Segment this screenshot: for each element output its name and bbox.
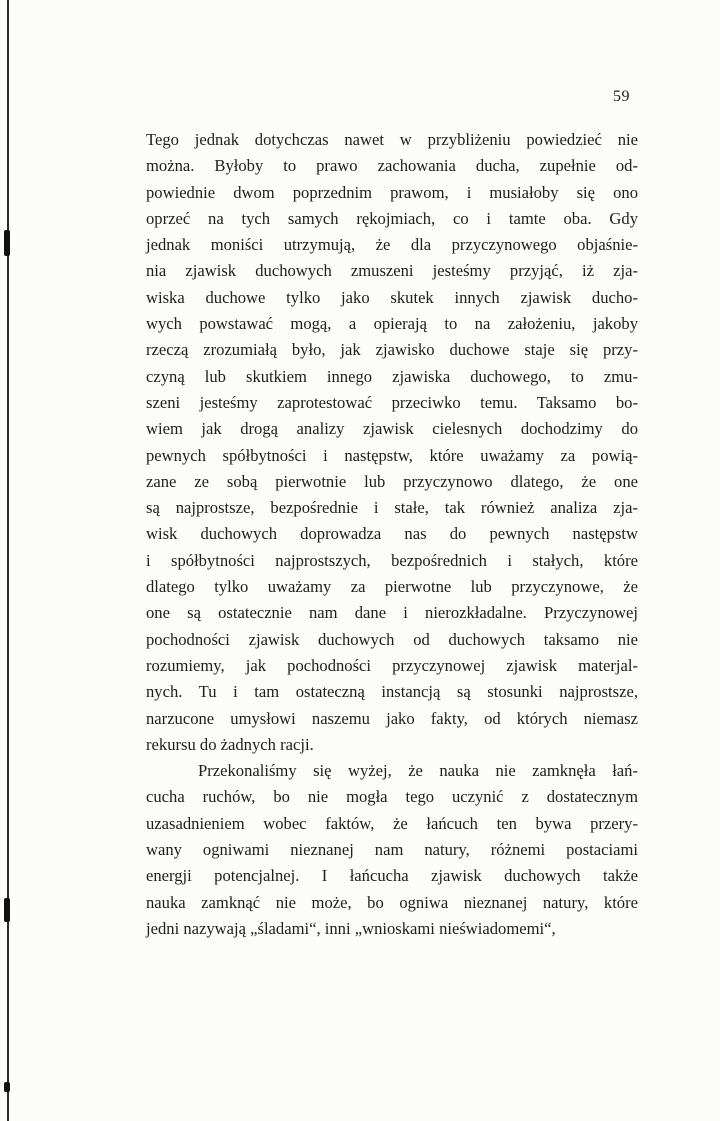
text-line: uzasadnieniem wobec faktów, że łańcuch ten bywa przery- bbox=[146, 813, 638, 833]
text-line: Przekonaliśmy się wyżej, że nauka nie zamknęła łań- bbox=[198, 761, 638, 781]
text-line: jedni nazywają „śladami“, inni „wnioskami nieświadomemi“, bbox=[146, 918, 556, 938]
binding-mark-lower bbox=[4, 898, 10, 922]
text-line: dlatego tylko uważamy za pierwotne lub przyczynowe, że bbox=[146, 577, 638, 597]
paragraph bbox=[146, 758, 638, 942]
body-text bbox=[146, 127, 638, 942]
text-line: i spółbytności najprostszych, bezpośrednich i stałych, które bbox=[146, 550, 638, 570]
text-line: pochodności zjawisk duchowych od duchowych taksamo nie bbox=[146, 629, 638, 649]
text-line: są najprostsze, bezpośrednie i stałe, tak również analiza zja- bbox=[146, 498, 638, 518]
text-line: szeni jesteśmy zaprotestować przeciwko temu. Taksamo bo- bbox=[146, 392, 638, 412]
text-line: nych. Tu i tam ostateczną instancją są stosunki najprostsze, bbox=[146, 682, 638, 702]
text-line: wych powstawać mogą, a opierają to na założeniu, jakoby bbox=[146, 314, 638, 334]
text-line: nia zjawisk duchowych zmuszeni jesteśmy przyjąć, iż zja- bbox=[146, 261, 638, 281]
text-line: rekursu do żadnych racji. bbox=[146, 734, 314, 754]
text-line: nauka zamknąć nie może, bo ogniwa nieznanej natury, które bbox=[146, 892, 638, 912]
text-line: one są ostatecznie nam dane i nierozkładalne. Przyczynowej bbox=[146, 603, 638, 623]
binding-mark-upper bbox=[4, 230, 10, 256]
text-line: zane ze sobą pierwotnie lub przyczynowo dlatego, że one bbox=[146, 471, 638, 491]
binding-mark-bottom bbox=[4, 1082, 10, 1092]
text-line: rozumiemy, jak pochodności przyczynowej zjawisk materjal- bbox=[146, 655, 638, 675]
text-line: wiem jak drogą analizy zjawisk cielesnych dochodzimy do bbox=[146, 419, 638, 439]
text-line: Tego jednak dotychczas nawet w przybliżeniu powiedzieć nie bbox=[146, 130, 638, 149]
text-line: jednak moniści utrzymują, że dla przyczynowego objaśnie- bbox=[146, 235, 638, 255]
text-line: oprzeć na tych samych rękojmiach, co i tamte oba. Gdy bbox=[146, 208, 638, 228]
text-line: cucha ruchów, bo nie mogła tego uczynić z dostatecznym bbox=[146, 787, 638, 807]
text-line: pewnych spółbytności i następstw, które uważamy za powią- bbox=[146, 445, 638, 465]
text-line: można. Byłoby to prawo zachowania ducha, zupełnie od- bbox=[146, 156, 638, 176]
text-line: wisk duchowych doprowadza nas do pewnych następstw bbox=[146, 524, 638, 544]
text-line: wany ogniwami nieznanej nam natury, różnemi postaciami bbox=[146, 840, 638, 860]
text-line: powiednie dwom poprzednim prawom, i musiałoby się ono bbox=[146, 182, 638, 202]
paragraph bbox=[146, 127, 638, 758]
text-line: narzucone umysłowi naszemu jako fakty, od których niemasz bbox=[146, 708, 638, 728]
binding-edge bbox=[7, 0, 9, 1121]
text-line: wiska duchowe tylko jako skutek innych zjawisk ducho- bbox=[146, 287, 638, 307]
text-line: czyną lub skutkiem innego zjawiska duchowego, to zmu- bbox=[146, 366, 638, 386]
text-line: rzeczą zrozumiałą było, jak zjawisko duchowe staje się przy- bbox=[146, 340, 638, 360]
text-line: energji potencjalnej. I łańcucha zjawisk duchowych także bbox=[146, 866, 638, 886]
page-number: 59 bbox=[613, 88, 630, 105]
